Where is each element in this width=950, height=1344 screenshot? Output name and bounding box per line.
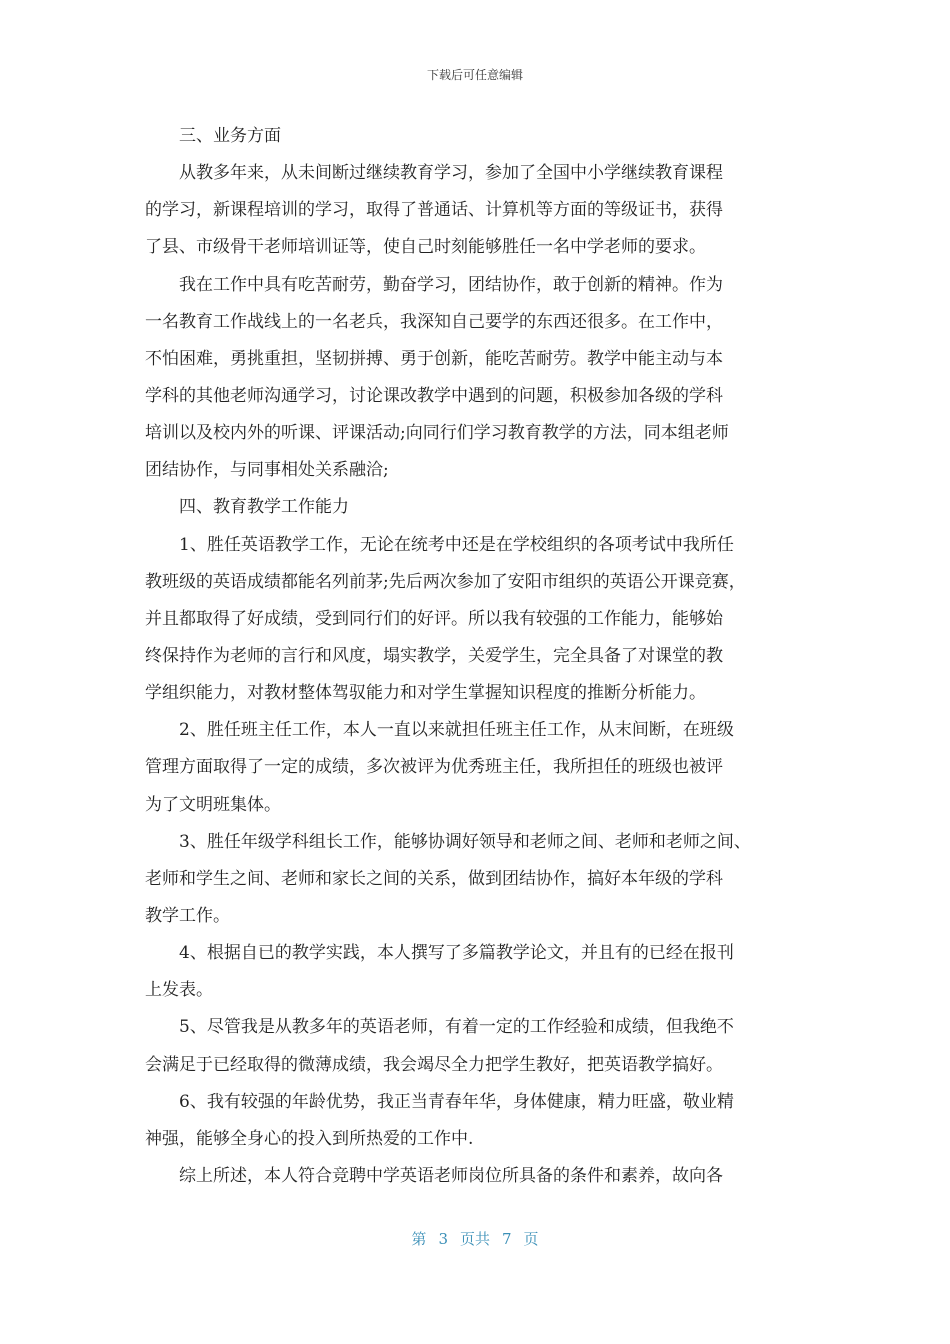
paragraph-line: 一名教育工作战线上的一名老兵，我深知自己要学的东西还很多。在工作中，: [145, 311, 723, 332]
paragraph-line: 老师和学生之间、老师和家长之间的关系，做到团结协作，搞好本年级的学科: [145, 868, 723, 889]
paragraph-line: 综上所述，本人符合竞聘中学英语老师岗位所具备的条件和素养，故向各: [179, 1165, 723, 1186]
paragraph-line: 学组织能力，对教材整体驾驭能力和对学生掌握知识程度的推断分析能力。: [145, 683, 706, 704]
section-heading: 三、业务方面: [179, 126, 281, 146]
footer-prefix: 第: [411, 1230, 427, 1248]
paragraph-line: 会满足于已经取得的微薄成绩，我会竭尽全力把学生教好，把英语教学搞好。: [145, 1054, 723, 1075]
paragraph-line: 5、尽管我是从教多年的英语老师，有着一定的工作经验和成绩，但我绝不: [179, 1017, 734, 1038]
paragraph-line: 我在工作中具有吃苦耐劳，勤奋学习，团结协作，敢于创新的精神。作为: [179, 274, 723, 295]
footer-current-page: 3: [438, 1230, 448, 1248]
footer-total-pages: 7: [502, 1230, 512, 1248]
footer-middle: 页共: [459, 1230, 490, 1248]
paragraph-line: 4、根据自已的教学实践，本人撰写了多篇教学论文，并且有的已经在报刊: [179, 943, 734, 964]
paragraph-line: 终保持作为老师的言行和风度，塌实教学，关爱学生，完全具备了对课堂的教: [145, 645, 723, 666]
paragraph-line: 并且都取得了好成绩，受到同行们的好评。所以我有较强的工作能力，能够始: [145, 608, 723, 629]
paragraph-line: 为了文明班集体。: [145, 794, 281, 815]
paragraph-line: 管理方面取得了一定的成绩，多次被评为优秀班主任，我所担任的班级也被评: [145, 757, 723, 778]
paragraph-line: 团结协作，与同事相处关系融洽;: [145, 460, 389, 481]
paragraph-line: 6、我有较强的年龄优势，我正当青春年华，身体健康，精力旺盛，敬业精: [179, 1091, 734, 1112]
document-body: [145, 118, 815, 1195]
paragraph-line: 学科的其他老师沟通学习，讨论课改教学中遇到的问题，积极参加各级的学科: [145, 385, 723, 406]
paragraph-line: 教学工作。: [145, 905, 230, 926]
paragraph-line: 教班级的英语成绩都能名列前茅;先后两次参加了安阳市组织的英语公开课竞赛，: [145, 571, 746, 592]
paragraph-line: 培训以及校内外的听课、评课活动;向同行们学习教育教学的方法，同本组老师: [145, 423, 729, 444]
page-header: 下载后可任意编辑: [426, 68, 523, 82]
section-heading: 四、教育教学工作能力: [179, 497, 349, 518]
paragraph-line: 1、胜任英语教学工作，无论在统考中还是在学校组织的各项考试中我所任: [179, 534, 734, 555]
paragraph-line: 的学习，新课程培训的学习，取得了普通话、计算机等方面的等级证书，获得: [145, 200, 723, 221]
paragraph-line: 2、胜任班主任工作，本人一直以来就担任班主任工作，从末间断，在班级: [179, 720, 734, 741]
paragraph-line: 神强，能够全身心的投入到所热爱的工作中.: [145, 1128, 474, 1149]
paragraph-line: 从教多年来，从未间断过继续教育学习，参加了全国中小学继续教育课程: [179, 163, 723, 184]
footer-suffix: 页: [523, 1230, 539, 1248]
paragraph-line: 了县、市级骨干老师培训证等，使自己时刻能够胜任一名中学老师的要求。: [145, 237, 706, 258]
paragraph-line: 3、胜任年级学科组长工作，能够协调好领导和老师之间、老师和老师之间、: [179, 831, 751, 852]
paragraph-line: 不怕困难，勇挑重担，坚韧拼搏、勇于创新，能吃苦耐劳。教学中能主动与本: [145, 348, 723, 369]
paragraph-line: 上发表。: [145, 980, 213, 1001]
page-footer: [0, 1228, 950, 1249]
